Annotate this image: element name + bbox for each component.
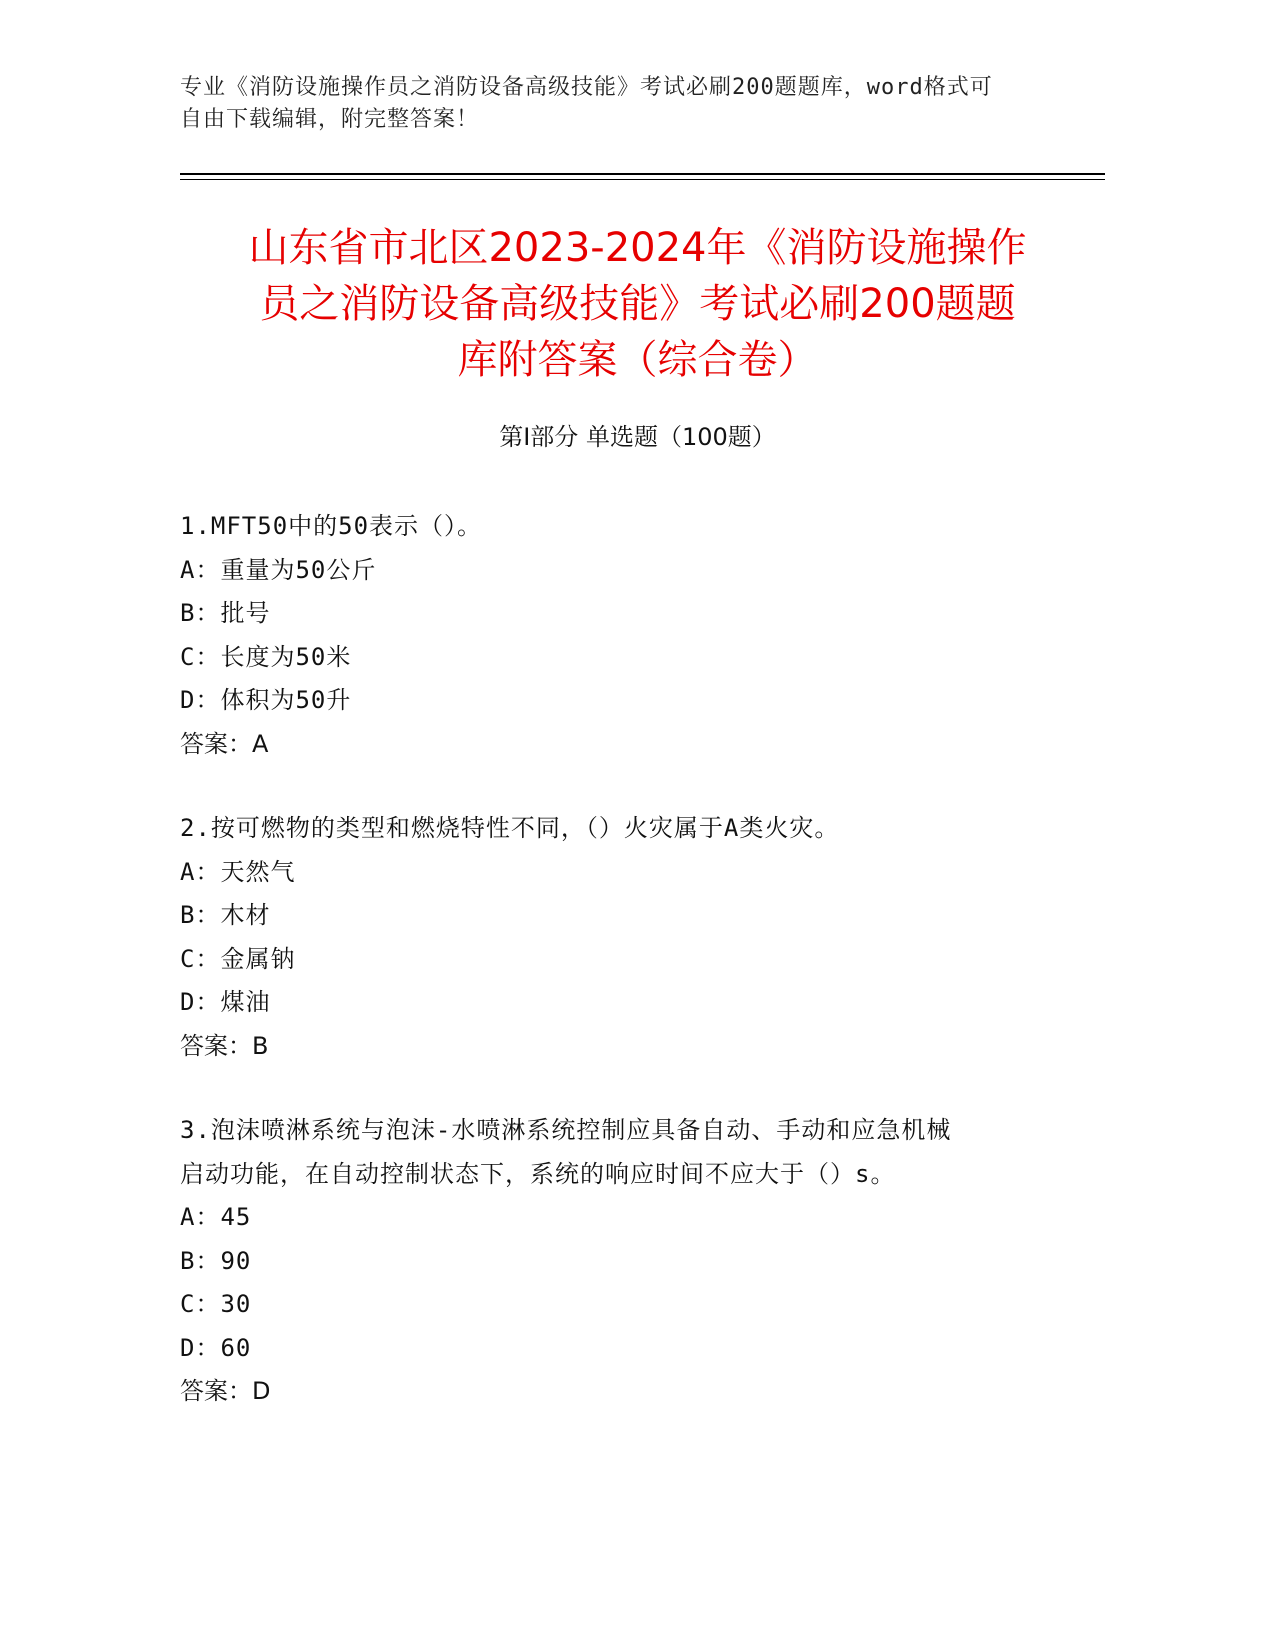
section-heading: 第Ⅰ部分 单选题（100题） <box>499 423 776 451</box>
option-a: A：重量为50公斤 <box>180 555 377 584</box>
question-stem: 2.按可燃物的类型和燃烧特性不同，（）火灾属于A类火灾。 <box>180 814 840 842</box>
option-b: B：批号 <box>180 599 271 627</box>
title-line-2: 员之消防设备高级技能》考试必刷200题题 <box>259 281 1016 327</box>
header-note-line-1: 专业《消防设施操作员之消防设备高级技能》考试必刷200题题库，word格式可 <box>180 75 993 100</box>
document-title <box>150 220 1125 388</box>
title-line-1: 山东省市北区2023-2024年《消防设施操作 <box>248 225 1027 271</box>
question-stem-continued: 启动功能，在自动控制状态下，系统的响应时间不应大于（）s。 <box>180 1159 896 1188</box>
option-d: D：煤油 <box>180 988 271 1016</box>
option-a: A：天然气 <box>180 857 296 886</box>
answer: 答案：D <box>180 1377 271 1405</box>
option-c: C：长度为50米 <box>180 642 352 671</box>
header-divider-thick <box>180 173 1105 175</box>
answer: 答案：B <box>180 1031 269 1060</box>
question-stem: 1.MFT50中的50表示（）。 <box>180 512 483 540</box>
question-1 <box>180 505 1080 766</box>
option-d: D：体积为50升 <box>180 686 352 714</box>
option-c: C：金属钠 <box>180 944 296 973</box>
header-note <box>180 72 1080 136</box>
option-b: B：木材 <box>180 901 271 929</box>
answer: 答案：A <box>180 729 269 758</box>
question-list <box>180 505 1080 1455</box>
option-d: D：60 <box>180 1333 252 1362</box>
question-3 <box>180 1109 1080 1414</box>
header-divider-thin <box>180 179 1105 180</box>
option-a: A：45 <box>180 1203 252 1231</box>
header-note-line-2: 自由下载编辑，附完整答案！ <box>180 107 480 132</box>
question-stem: 3.泡沫喷淋系统与泡沫-水喷淋系统控制应具备自动、手动和应急机械 <box>180 1116 952 1144</box>
option-c: C：30 <box>180 1290 252 1318</box>
option-b: B：90 <box>180 1246 252 1275</box>
question-2 <box>180 807 1080 1068</box>
title-line-3: 库附答案（综合卷） <box>457 337 818 383</box>
